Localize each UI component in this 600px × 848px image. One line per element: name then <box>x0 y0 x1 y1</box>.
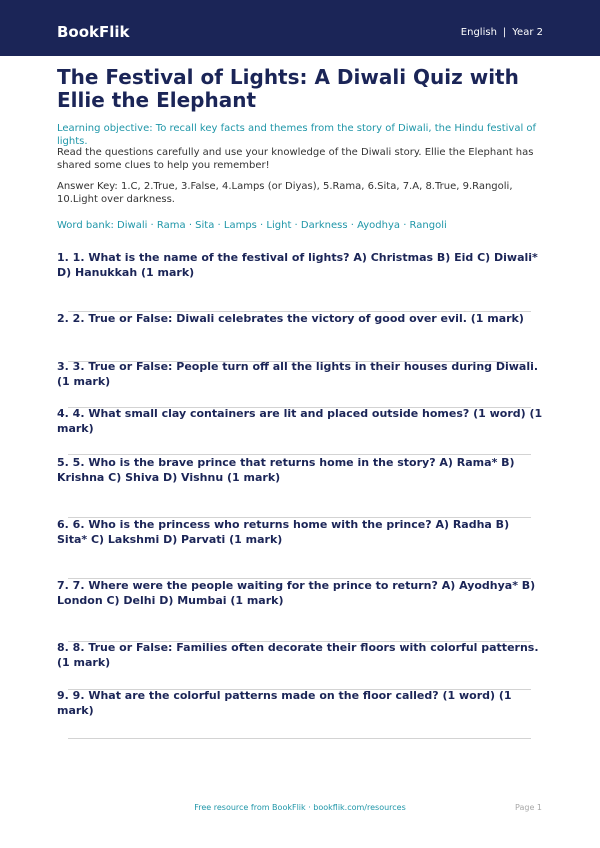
question-4: 4. 4. What small clay containers are lit and placed outside homes? (1 word) (1 mark) <box>57 407 543 435</box>
question-8: 8. 8. True or False: Families often decorate their floors with colorful patterns. (1 mark) <box>57 641 539 669</box>
question-2: 2. 2. True or False: Diwali celebrates the victory of good over evil. (1 mark) <box>57 312 524 325</box>
answer-key: Answer Key: 1.C, 2.True, 3.False, 4.Lamps (or Diyas), 5.Rama, 6.Sita, 7.A, 8.True, 9.Rangoli, 10.Light over darkness. <box>57 181 513 205</box>
header-bar <box>0 0 600 56</box>
page-number: Page 1 <box>515 803 542 812</box>
meta-separator: | <box>502 27 507 38</box>
subject-year-meta <box>461 27 543 39</box>
question-6: 6. 6. Who is the princess who returns home with the prince? A) Radha B) Sita* C) Lakshmi D) Parvati (1 mark) <box>57 518 510 546</box>
learning-objective: Learning objective: To recall key facts and themes from the story of Diwali, the Hindu festival of lights. <box>57 123 537 147</box>
intro-text: Read the questions carefully and use your knowledge of the Diwali story. Ellie the Elephant has shared some clues to help you remember! <box>57 147 534 171</box>
footer-credit[interactable]: Free resource from BookFlik · bookflik.com/resources <box>194 803 406 812</box>
brand-logo-text[interactable]: BookFlik <box>57 23 130 41</box>
word-bank: Word bank: Diwali · Rama · Sita · Lamps · Light · Darkness · Ayodhya · Rangoli <box>57 220 447 231</box>
question-9: 9. 9. What are the colorful patterns made on the floor called? (1 word) (1 mark) <box>57 689 512 717</box>
subject-label: English <box>460 27 497 38</box>
question-5: 5. 5. Who is the brave prince that returns home in the story? A) Rama* B) Krishna C) Shiva D) Vishnu (1 mark) <box>57 456 515 484</box>
question-7: 7. 7. Where were the people waiting for the prince to return? A) Ayodhya* B) London C) Delhi D) Mumbai (1 mark) <box>57 579 536 607</box>
question-1: 1. 1. What is the name of the festival of lights? A) Christmas B) Eid C) Diwali* D) Hanukkah (1 mark) <box>57 251 538 279</box>
worksheet-title: The Festival of Lights: A Diwali Quiz with Ellie the Elephant <box>57 65 519 112</box>
question-3: 3. 3. True or False: People turn off all the lights in their houses during Diwali. (1 mark) <box>57 360 539 388</box>
answer-line-9[interactable] <box>68 738 531 739</box>
year-label: Year 2 <box>512 27 543 38</box>
